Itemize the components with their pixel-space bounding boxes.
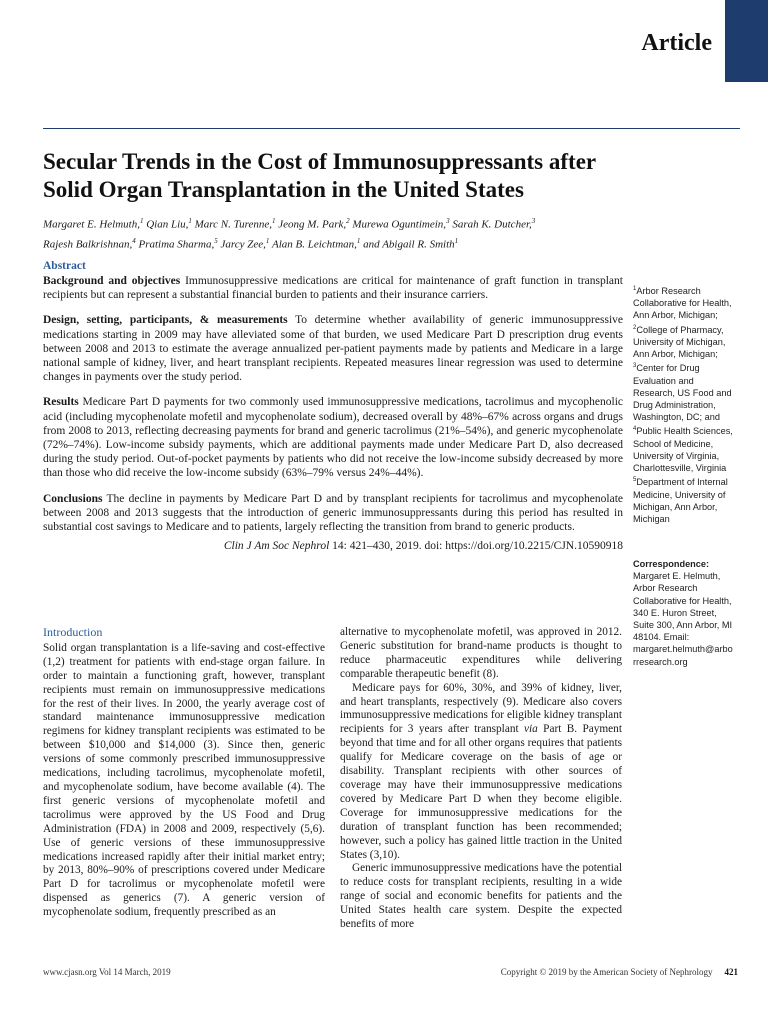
author: Margaret E. Helmuth, [43,218,140,231]
author-list [43,213,663,252]
author: Murewa Oguntimein, [352,218,447,231]
affil-text: Arbor Research Collaborative for Health, Ann Arbor, Michigan; [633,286,732,321]
abstract-body [43,274,623,564]
header-rule [43,128,740,129]
author-affil-sup: 4 [132,236,136,245]
background-label: Background and objectives [43,275,181,287]
citation-details: 14: 421–430, 2019. doi: https://doi.org/10.2215/CJN.10590918 [329,540,623,553]
italic-word: via [523,723,538,736]
intro-paragraph: Generic immunosuppressive medications have the potential to reduce costs for transplant recipients, resulting in a wide range of social and economic benefits for patients and the United States health care system. Despite the expected benefits of more [340,862,622,931]
article-type-label: Article [641,30,712,56]
author: and Abigail R. Smith [363,238,455,251]
affiliations [633,283,733,525]
abstract-conclusions [43,492,623,535]
author-affil-sup: 2 [346,217,350,225]
correspondence [633,558,733,668]
author-affil-sup: 1 [272,217,276,225]
citation-journal: Clin J Am Soc Nephrol [223,540,330,553]
author-affil-sup: 3 [446,217,450,225]
intro-paragraph: alternative to mycophenolate mofetil, was approved in 2012. Generic substitution for brand-name products is thought to reduce pharmaceutic expenditures while delivering comparable therapeutic benefit (8). [340,626,622,680]
author-affil-sup: 3 [531,217,536,225]
design-label: Design, setting, participants, & measurements [43,314,288,327]
footer-journal-info: www.cjasn.org Vol 14 March, 2019 [43,967,171,977]
intro-paragraph [340,682,622,863]
author: Rajesh Balkrishnan, [43,238,133,251]
author-affil-sup: 5 [214,236,218,245]
affil-sup: 2 [633,324,637,331]
title-line-1: Secular Trends in the Cost of Immunosuppressants after [43,149,597,174]
paragraph-text: Part B. Payment beyond that time and for all other organs requires that patients qualify for Medicare coverage on the basis of age or disability. Transplant recipients with other sources of coverage may have their immunosuppressive medications covered by Medicare Part D when they become eligible. Coverage for immunosuppressive medications for the duration of transplant function has been recommended; however, such a policy has gained little traction in the United States (3,10). [340,723,622,861]
footer-copyright [501,967,738,977]
author-affil-sup: 1 [139,217,144,225]
abstract-results [43,395,623,480]
author: Alan B. Leichtman, [271,238,357,251]
author: Jeong M. Park, [278,218,347,231]
author: Sarah K. Dutcher, [452,218,532,231]
affil-sup: 4 [633,426,637,433]
body-column-right [340,626,622,932]
author-affil-sup: 1 [454,236,459,245]
citation [43,539,623,553]
results-text: Medicare Part D payments for two commonly used immunosuppressive medications, tacrolimus and mycophenolic acid (including mycophenolate mofetil and mycophenolate sodium), decreased overall by 48%–67% across organs and drugs from 2008 to 2013, reflecting decreasing payments for brand and generic tacrolimus (21%–54%), and generic mycophenolate (72%–74%). Low-income subsidy payments, which are additional payments made under Medicare Part D, also decreased during the study period. Out-of-pocket payments by patients who did not receive the low-income subsidy decreased by more than those who did receive the low-income subsidy (63%–79% versus 24%–44%). [43,396,623,480]
introduction-heading: Introduction [43,625,103,639]
affil-text: College of Pharmacy, University of Michigan, Ann Arbor, Michigan; [633,324,726,360]
page-number: 421 [724,967,738,977]
journal-color-tab [725,0,768,82]
author: Qian Liu, [146,218,189,231]
author-affil-sup: 1 [265,236,270,245]
correspondence-text: Margaret E. Helmuth, Arbor Research Collaborative for Health, 340 E. Huron Street, Suite 300, Ann Arbor, MI 48104. Email: margaret.helmuth@arborresearch.org [633,571,733,667]
author: Jarcy Zee, [220,238,266,251]
abstract-background [43,274,623,302]
correspondence-label: Correspondence: [633,559,710,569]
results-label: Results [43,396,79,409]
intro-paragraph: Solid organ transplantation is a life-saving and cost-effective (1,2) treatment for patients with end-stage organ failure. In order to maintain a functioning graft, however, transplant recipients must remain on immunosuppressive medications for the rest of their lives. In 2000, the yearly average cost of standard maintenance immunosuppressive medication regimens for kidney transplant recipients was estimated to be between $10,000 and $14,000 (3). Since then, generic versions of some commonly prescribed immunosuppressive medications, including tacrolimus, mycophenolate mofetil, and mycophenolate sodium, have become available (4). The first generic versions of mycophenolate mofetil and tacrolimus were approved by the US Food and Drug Administration (FDA) in 2008 and 2009, respectively (5,6). Use of generic versions of these immunosuppressive medications increased rapidly after their initial market entry; by 2013, 80%–90% of prescriptions covered under Medicare Part D for tacrolimus or mycophenolate mofetil were dispensed as generics (7). A generic version of mycophenolate sodium, frequently prescribed as an [43,641,325,919]
author-affil-sup: 1 [188,217,192,225]
author: Marc N. Turenne, [194,218,273,231]
affil-text: Department of Internal Medicine, University of Michigan, Ann Arbor, Michigan [633,477,728,524]
abstract-design [43,313,623,384]
author-affil-sup: 1 [356,236,361,245]
background-text: Immunosuppressive medications are critical for maintenance of graft function in transplant recipients but can represent a substantial financial burden to patients and their insurance carriers. [43,275,623,302]
title-line-2: Solid Organ Transplantation in the United States [43,177,524,202]
affil-sup: 1 [633,286,637,292]
affil-sup: 3 [633,363,637,370]
affil-text: Public Health Sciences, School of Medicine, University of Virginia, Charlottesville, Virginia [633,426,733,474]
abstract-heading: Abstract [43,260,86,272]
article-title [43,148,683,204]
design-text: To determine whether availability of generic immunosuppressive medications starting in 2009 may have alleviated some of that burden, we used Medicare Part D prescription drug events between 2008 and 2013 to estimate the average annualized per-patient payments made by patients and Medicare in a large national sample of kidney, liver, and heart transplant recipients. Repeated measures linear regression was used to determine changes in payments over the study period. [43,314,623,384]
conclusions-text: The decline in payments by Medicare Part D and by transplant recipients for tacrolimus and mycophenolate between 2008 and 2013 suggests that the introduction of generic immunosuppressants during this period has resulted in substantial cost savings to Medicare and to patients, largely reflecting the transition from brand to generic products. [43,492,623,534]
author: Pratima Sharma, [138,238,215,251]
body-column-left [43,626,325,920]
affil-sup: 5 [633,477,637,484]
conclusions-label: Conclusions [43,492,103,505]
affil-text: Center for Drug Evaluation and Research, US Food and Drug Administration, Washington, DC; and [633,363,732,423]
paragraph-text: Medicare pays for 60%, 30%, and 39% of kidney, liver, and heart transplants, respectively (9). Medicare also covers immunosuppressive medications for eligible kidney transplant recipients for 3 years after transplant [340,681,622,736]
copyright-text: Copyright © 2019 by the American Society of Nephrology [500,967,713,977]
